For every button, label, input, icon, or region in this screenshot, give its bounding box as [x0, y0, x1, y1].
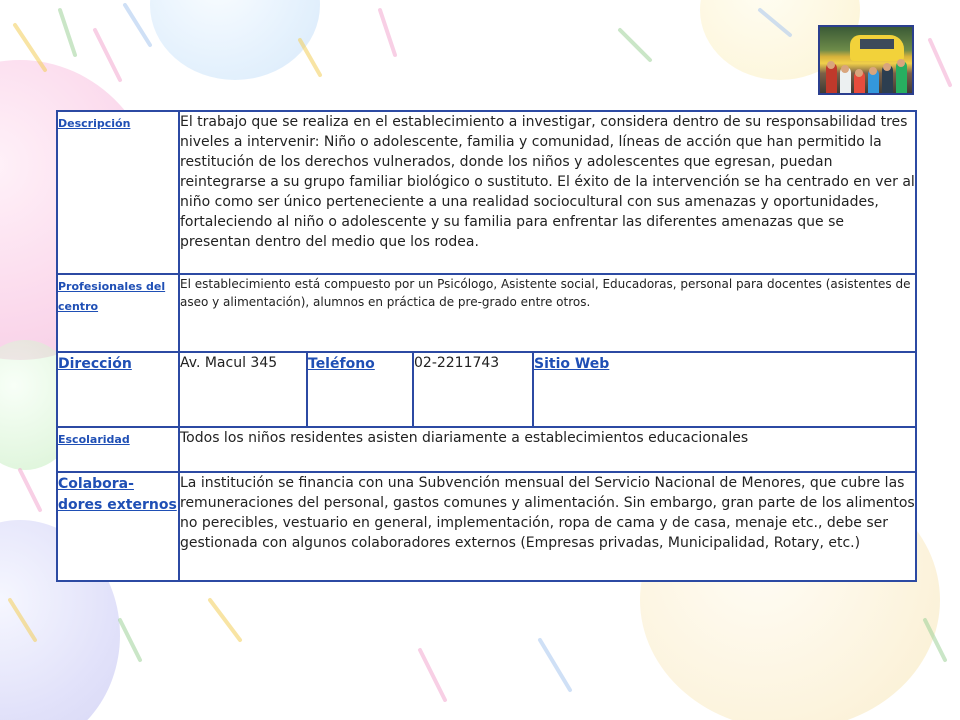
direccion-label-cell: [57, 352, 179, 427]
child-head: [883, 63, 891, 71]
sitio-web-link[interactable]: Sitio Web: [534, 356, 610, 372]
escolaridad-label[interactable]: Escolaridad: [58, 433, 130, 446]
colaboradores-text: La institución se financia con una Subvención mensual del Servicio Nacional de Menores, que cubre las remuneraciones del personal, gastos comunes y alimentación. Sin embargo, gran parte de los alimentos no perecibles, vestuario en general, implementación, ropa de cama y de casa, menaje etc., debe ser gestionada con algunos colaboradores externos (Empresas privadas, Municipalidad, Rotary, etc.): [179, 472, 916, 581]
row-descripcion: [57, 111, 916, 274]
institution-info-table: [56, 110, 917, 582]
row-profesionales: [57, 274, 916, 352]
row-colaboradores: [57, 472, 916, 581]
row-contacto: [57, 352, 916, 427]
child-head: [869, 67, 877, 75]
van-window-shape: [860, 39, 894, 49]
child-head: [827, 61, 835, 69]
child-head: [897, 59, 905, 67]
telefono-label[interactable]: Teléfono: [308, 356, 375, 372]
direccion-value: Av. Macul 345: [179, 352, 307, 427]
profesionales-label[interactable]: Profesionales del centro: [58, 280, 166, 313]
descripcion-label-cell: [57, 111, 179, 274]
colaboradores-label-cell: [57, 472, 179, 581]
row-escolaridad: [57, 427, 916, 472]
profesionales-text: El establecimiento está compuesto por un Psicólogo, Asistente social, Educadoras, personal para docentes (asistentes de aseo y alimentación), alumnos en práctica de pre-grado entre otros.: [179, 274, 916, 352]
descripcion-text: El trabajo que se realiza en el establecimiento a investigar, considera dentro de su responsabilidad tres niveles a intervenir: Niño o adolescente, familia y comunidad, líneas de acción que han permitido la restitución de los derechos vulnerados, donde los niños y adolescentes que egresan, puedan reintegrarse a su grupo familiar biológico o sustituto. El éxito de la intervención se ha centrado en ver al niño como ser único perteneciente a una realidad sociocultural con sus amenazas y oportunidades, fortaleciendo al niño o adolescente y su familia para enfrentar las diferentes amenazas que se presentan dentro del medio que los rodea.: [179, 111, 916, 274]
colaboradores-label[interactable]: Colabora-dores externos: [58, 476, 177, 513]
child-head: [855, 69, 863, 77]
child-head: [841, 65, 849, 73]
direccion-label[interactable]: Dirección: [58, 356, 132, 372]
telefono-label-cell: [307, 352, 413, 427]
descripcion-label[interactable]: Descripción: [58, 117, 131, 130]
profesionales-label-cell: [57, 274, 179, 352]
escolaridad-label-cell: [57, 427, 179, 472]
children-photo: [818, 25, 914, 95]
telefono-value: 02-2211743: [413, 352, 533, 427]
escolaridad-text: Todos los niños residentes asisten diariamente a establecimientos educacionales: [179, 427, 916, 472]
sitio-web-label-cell: [533, 352, 916, 427]
